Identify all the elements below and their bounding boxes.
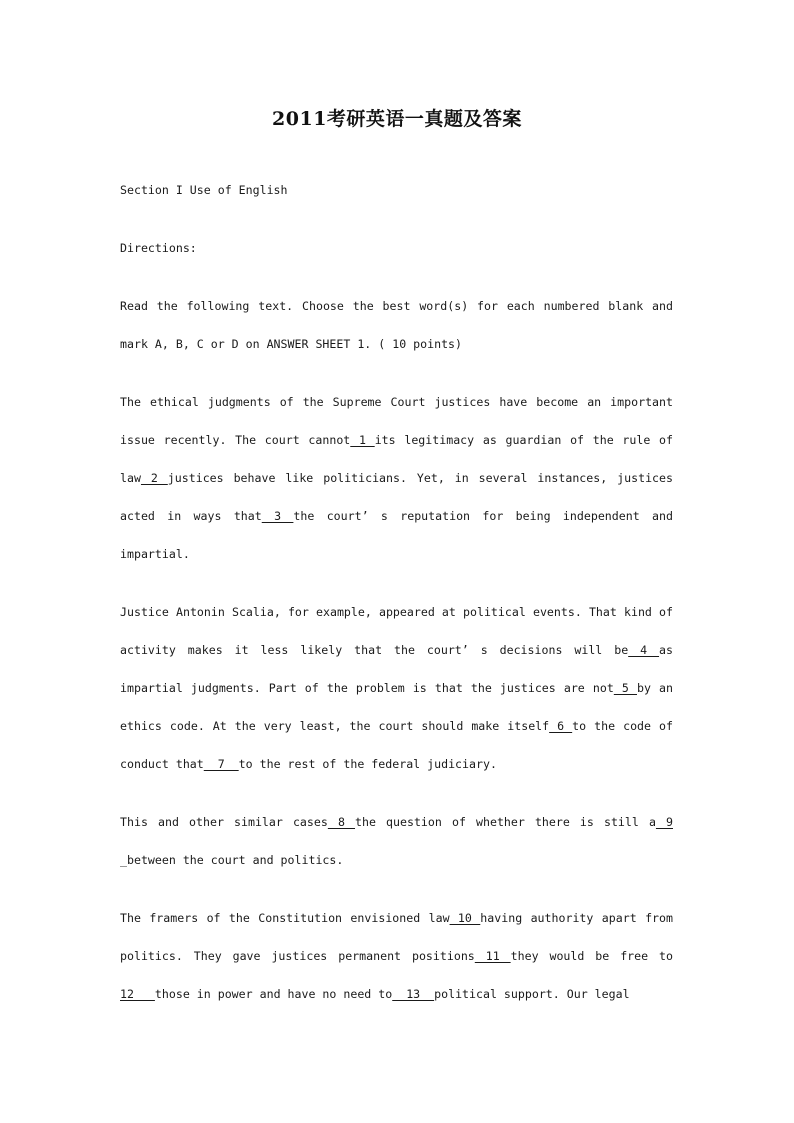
text-segment: to the code of	[572, 719, 673, 733]
text-line	[120, 852, 343, 868]
document-title: 2011考研英语一真题及答案	[272, 108, 522, 130]
text-segment: political support. Our legal	[434, 987, 630, 1001]
text-line	[120, 986, 630, 1002]
text-segment: conduct that	[120, 757, 204, 771]
blank-marker: 8	[327, 815, 356, 829]
text-segment: they would be free to	[510, 949, 674, 963]
blank-marker: 5	[613, 681, 637, 695]
text-line	[120, 394, 673, 410]
text-segment: law	[120, 471, 141, 485]
text-segment: having authority apart from	[480, 911, 673, 925]
text-segment: acted in ways that	[120, 509, 262, 523]
text-line	[120, 642, 673, 658]
text-line	[120, 756, 497, 772]
blank-marker: 13	[392, 987, 435, 1001]
text-line	[120, 814, 673, 830]
blank-marker: 12	[120, 987, 155, 1001]
text-segment: the court’ s reputation for being independent and	[293, 509, 673, 523]
blank-marker: 4	[628, 643, 660, 657]
text-line	[120, 298, 673, 314]
text-segment: by an	[636, 681, 673, 695]
text-line	[120, 680, 673, 696]
blank-marker: 11	[474, 949, 511, 963]
text-segment: Directions:	[120, 241, 197, 255]
text-line	[120, 336, 462, 352]
blank-marker: 10	[449, 911, 481, 925]
text-line	[120, 182, 288, 198]
text-segment: to the rest of the federal judiciary.	[238, 757, 497, 771]
text-segment: its legitimacy as guardian of the rule of	[374, 433, 673, 447]
blank-marker: 1	[350, 433, 375, 447]
text-segment: impartial judgments. Part of the problem is that the justices are not	[120, 681, 614, 695]
text-segment: Read the following text. Choose the best word(s) for each numbered blank and	[120, 299, 673, 313]
text-segment: as	[659, 643, 674, 657]
text-segment: ethics code. At the very least, the court should make itself	[120, 719, 550, 733]
text-segment: The framers of the Constitution envisioned law	[120, 911, 450, 925]
text-line	[120, 718, 673, 734]
text-segment: activity makes it less likely that the court’ s decisions will be	[120, 643, 629, 657]
blank-marker: 6	[549, 719, 573, 733]
text-line	[120, 508, 673, 524]
text-segment: Section I Use of English	[120, 183, 288, 197]
text-segment: This and other similar cases	[120, 815, 328, 829]
text-segment: impartial.	[120, 547, 190, 561]
blank-marker: 7	[203, 757, 239, 771]
blank-marker: 9	[655, 815, 673, 829]
text-line	[120, 546, 190, 562]
text-segment: politics. They gave justices permanent positions	[120, 949, 475, 963]
text-line	[120, 432, 673, 448]
text-segment: the question of whether there is still a	[355, 815, 656, 829]
text-segment: Justice Antonin Scalia, for example, appeared at political events. That kind of	[120, 605, 673, 619]
text-segment: The ethical judgments of the Supreme Court justices have become an important	[120, 395, 673, 409]
blank-marker: 3	[261, 509, 294, 523]
text-line	[120, 240, 197, 256]
text-segment: _between the court and politics.	[120, 853, 344, 867]
text-line	[120, 948, 673, 964]
text-line	[120, 910, 673, 926]
text-segment: those in power and have no need to	[154, 987, 393, 1001]
text-segment: justices behave like politicians. Yet, in several instances, justices	[167, 471, 673, 485]
text-line	[120, 470, 673, 486]
text-segment: issue recently. The court cannot	[120, 433, 351, 447]
text-line	[120, 604, 673, 620]
text-segment: mark A, B, C or D on ANSWER SHEET 1. ( 10 points)	[120, 337, 463, 351]
blank-marker: 2	[140, 471, 168, 485]
